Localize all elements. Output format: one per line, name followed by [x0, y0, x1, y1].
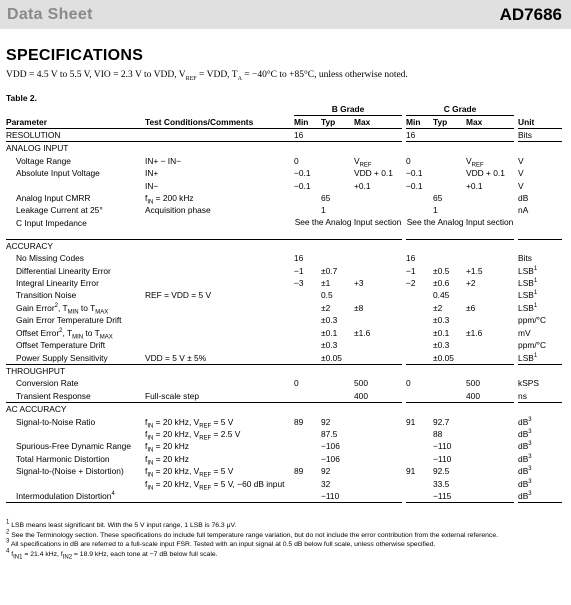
section-title: SPECIFICATIONS — [6, 47, 144, 64]
grade-header-row — [6, 103, 562, 116]
table-row: Power Supply Sensitivity VDD = 5 V ± 5% ±0.05 ±0.05 LSB$^1$ — [6, 352, 562, 365]
table-row: THROUGHPUT — [6, 365, 66, 376]
table-row: $f_{IN} = 20$ kHz, $V_{REF} = 2.5$ V 87.5 88 $dB^3$ — [145, 428, 532, 442]
b-grade-header: B Grade — [294, 103, 402, 116]
table-row: $f_{IN} = 20$ kHz, $V_{REF} = 5$ V, −60 dB input 32 33.5 $dB^3$ — [145, 478, 532, 492]
table-row: ANALOG INPUT — [6, 143, 69, 154]
column-header-row: Parameter Test Conditions/Comments Min Typ Max Min Typ Max Unit — [6, 116, 562, 129]
table-row: IN− −0.1 +0.1 −0.1 +0.1 V — [145, 180, 524, 191]
part-number: AD7686 — [499, 5, 562, 24]
table-row: Conversion Rate 0 500 0 500 kSPS — [16, 378, 539, 389]
table-row: Voltage Range IN+ − IN− 0 $V_{REF}$ 0 $V_{REF}$ V — [16, 155, 524, 169]
footnote-2: $^2$ See the Terminology section. These specifications do include full temperature range variation, but do not include the error contribution from the external reference. — [6, 529, 498, 539]
header-left: Data Sheet — [7, 6, 93, 23]
table-row: Transient Response Full-scale step 400 400 ns — [6, 390, 562, 403]
footnote-4: $^4$ $f_{IN1} = 21.4$ kHz, $f_{IN2} = 18.9$ kHz, each tone at −7 dB below full scale. — [6, 548, 218, 560]
table-row: Integral Linearity Error −3 ±1 +3 −2 ±0.6 +2 LSB$^1$ — [16, 278, 538, 289]
table-row: Offset Temperature Drift ±0.3 ±0.3 ppm/°C — [16, 340, 547, 351]
table-row: Analog Input CMRR $f_{IN} = 200$ kHz 65 65 dB — [16, 193, 529, 206]
table-row: Transition Noise REF = VDD = 5 V 0.5 0.45 LSB$^1$ — [16, 290, 538, 301]
table-row: Differential Linearity Error −1 ±0.7 −1 ±0.5 +1.5 LSB$^1$ — [16, 265, 538, 276]
table-row: Gain Error$^2$, $T_{MIN}$ to $T_{MAX}$ ±2 ±8 ±2 ±6 LSB$^1$ — [16, 302, 538, 316]
footnote-1: $^1$ LSB means least significant bit. With the 5 V input range, 1 LSB is 76.3 μV. — [6, 519, 237, 529]
table-row: Offset Error$^2$, $T_{MIN}$ to $T_{MAX}$ ±0.1 ±1.6 ±0.1 ±1.6 mV — [16, 327, 531, 341]
table-row: No Missing Codes 16 16 Bits — [16, 253, 532, 264]
table-row: RESOLUTION 16 16 Bits — [6, 129, 562, 142]
footnote-3: $^3$ All specifications in dB are referred to a full-scale input FSR. Tested with an input signal at 0.5 dB below full scale, unless otherwise specified. — [6, 538, 436, 548]
table-row: Signal-to-Noise Ratio $f_{IN} = 20$ kHz, $V_{REF} = 5$ V 89 92 91 92.7 $dB^3$ — [16, 416, 532, 430]
spec-table — [6, 103, 562, 503]
page-header — [0, 0, 571, 29]
table-row: Absolute Input Voltage IN+ −0.1 VDD + 0.1 −0.1 VDD + 0.1 V — [16, 168, 524, 179]
table-row: Signal-to-(Noise + Distortion) $f_{IN} = 20$ kHz, $V_{REF} = 5$ V 89 92 91 92.5 $dB^3$ — [16, 466, 532, 479]
table-row: Gain Error Temperature Drift ±0.3 ±0.3 ppm/°C — [16, 315, 547, 326]
table-row: Intermodulation Distortion$^4$ −110 −115 $dB^3$ — [6, 490, 562, 503]
footnotes — [6, 521, 498, 559]
conditions-line: VDD = 4.5 V to 5.5 V, VIO = 2.3 V to VDD, $V_{REF}$ = VDD, $T_A = -40^\circ C$ to +85°C, unless otherwise noted. — [6, 70, 408, 82]
table-row: Total Harmonic Distortion $f_{IN} = 20$ kHz −106 −110 $dB^3$ — [16, 453, 532, 467]
table-row: ACCURACY — [6, 240, 53, 251]
table-row: Spurious-Free Dynamic Range $f_{IN} = 20$ kHz −106 −110 $dB^3$ — [16, 441, 532, 455]
table-row: Leakage Current at 25° Acquisition phase 1 1 nA — [16, 205, 529, 216]
table-row: C Input Impedance See the Analog Input section See the Analog Input section — [6, 217, 562, 240]
table-label: Table 2. — [6, 93, 38, 103]
table-row: AC ACCURACY — [6, 404, 67, 415]
c-grade-header: C Grade — [406, 103, 514, 116]
